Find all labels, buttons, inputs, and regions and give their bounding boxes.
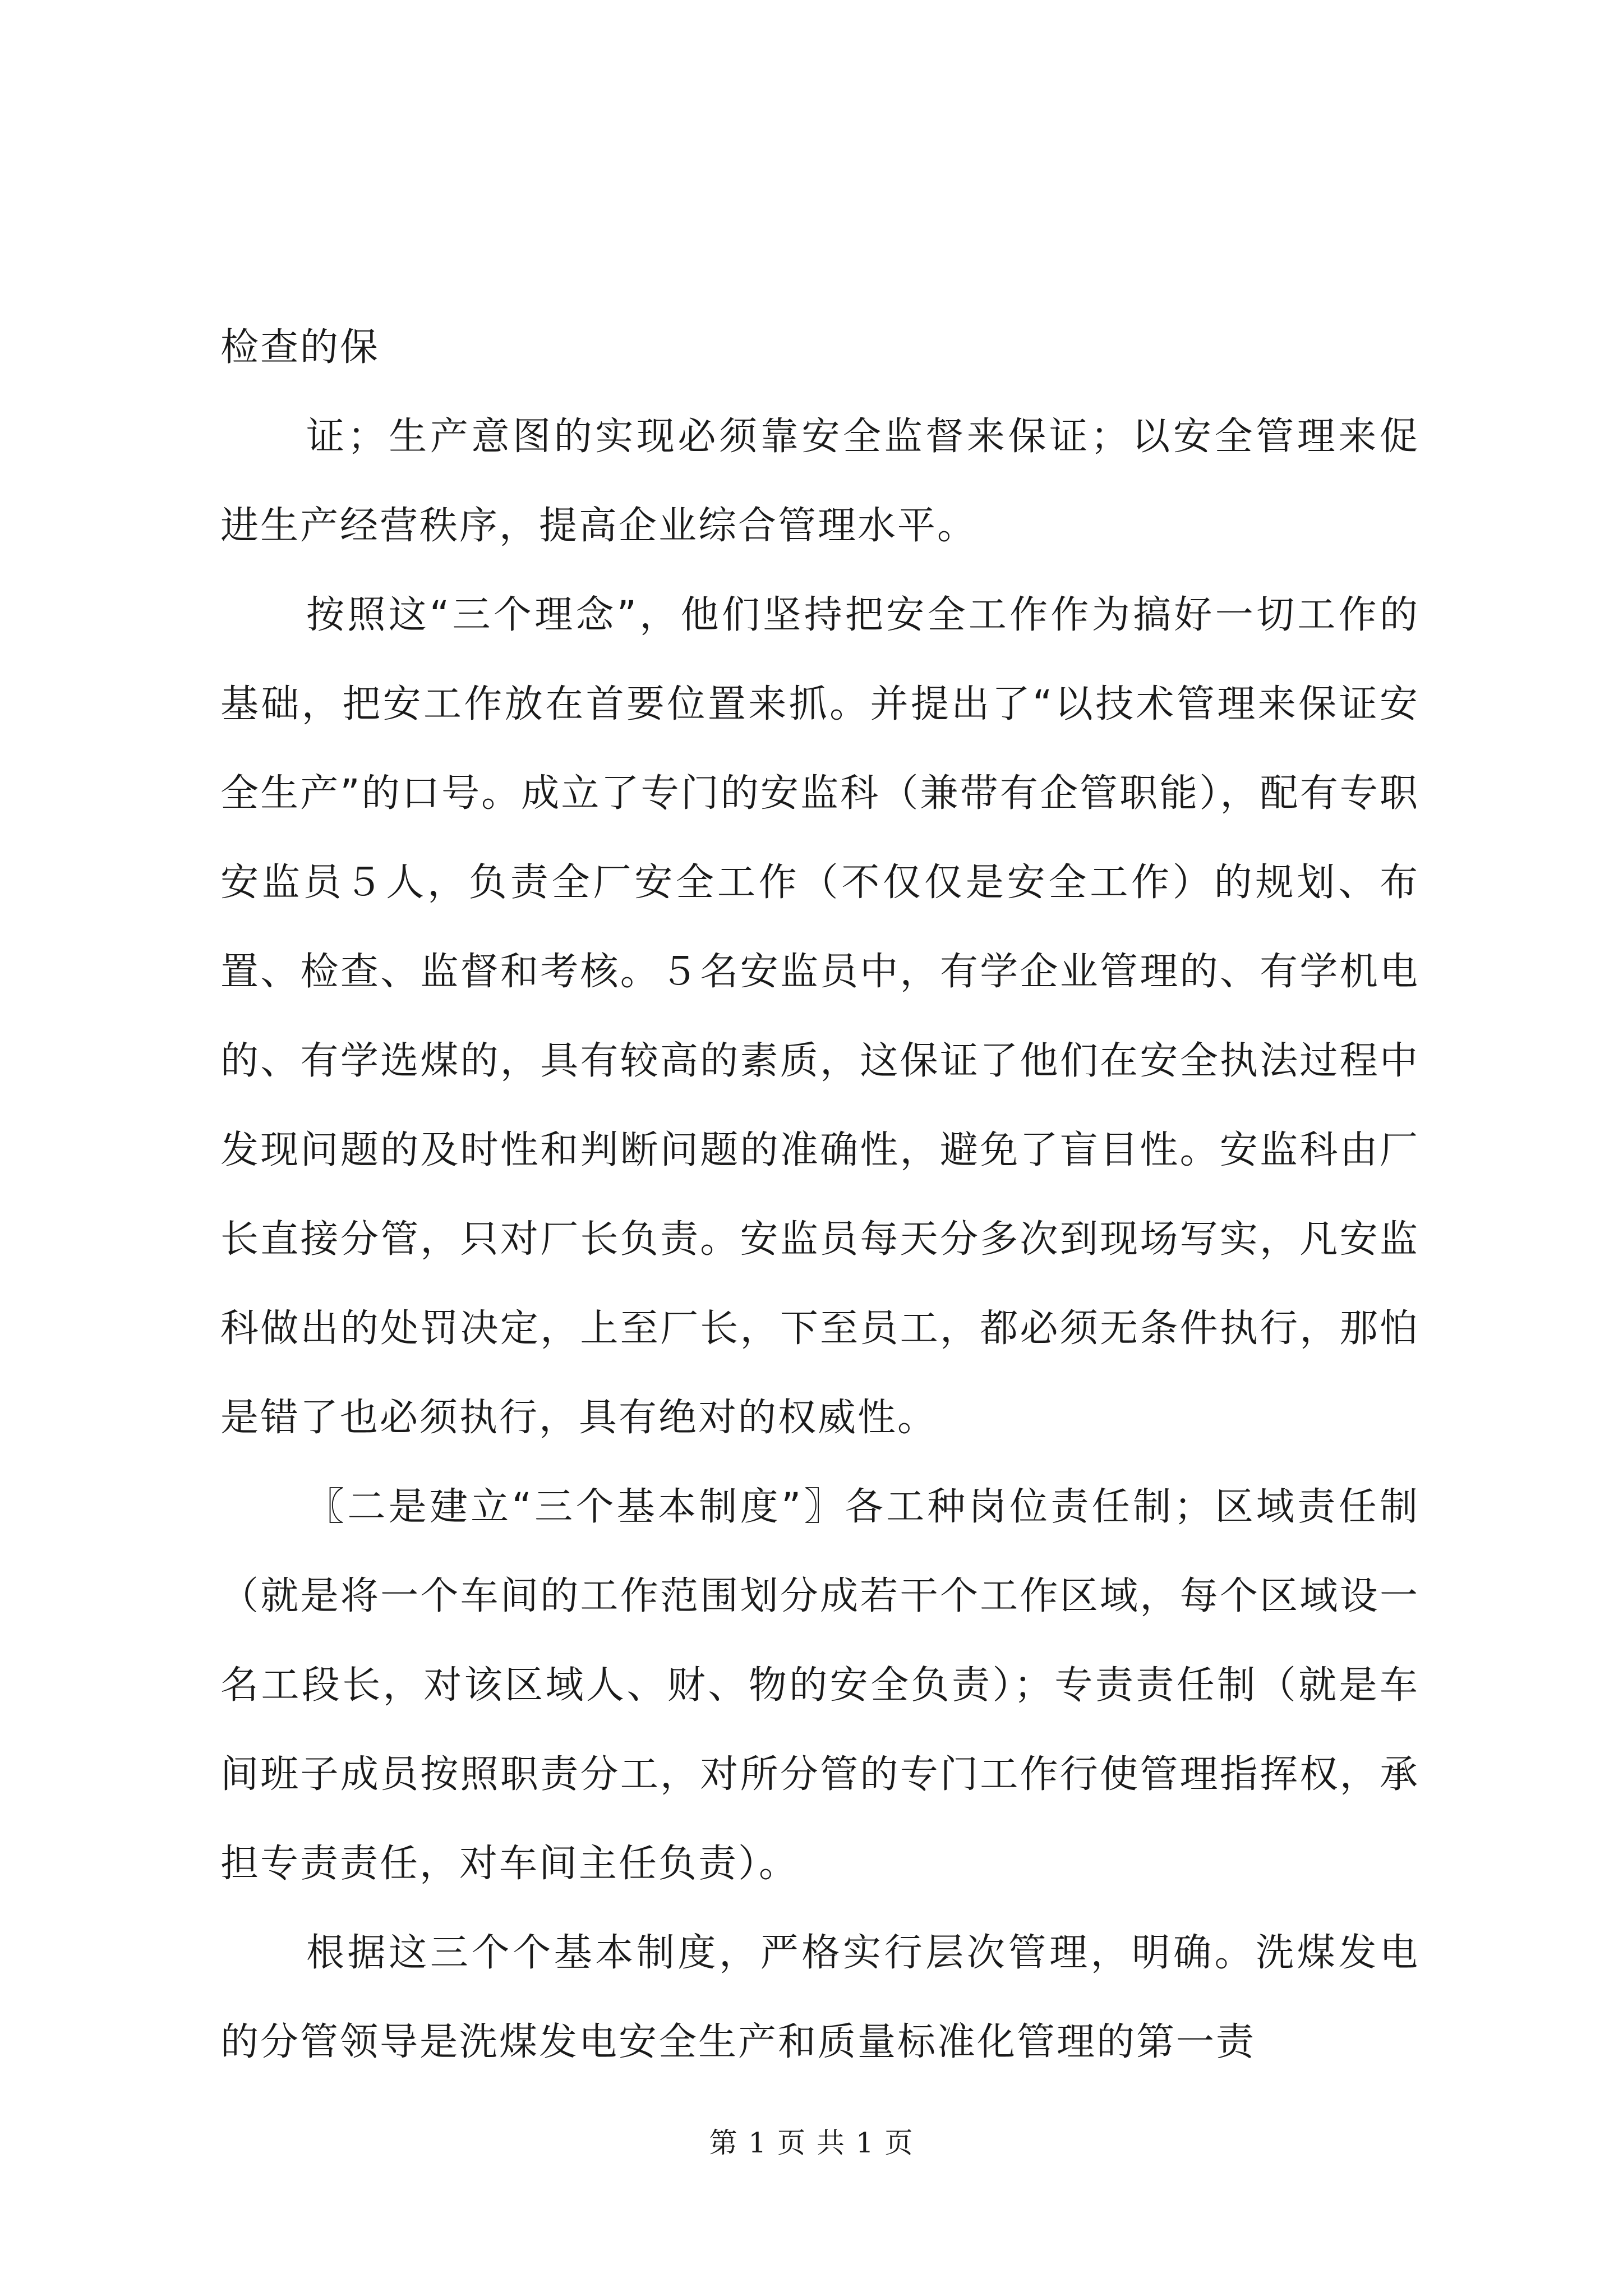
document-body: [220, 303, 1419, 2087]
paragraph-three-basic-systems: 〖二是建立“三个基本制度”〗各工种岗位责任制；区域责任制（就是将一个车间的工作范围划分成若干个工作区域，每个区域设一名工段长，对该区域人、财、物的安全负责）；专责责任制（就是车间班子成员按照职责分工，对所分管的专门工作行使管理指挥权，承担专责责任，对车间主任负责）。: [220, 1485, 1419, 1886]
paragraph-hierarchical-management: 根据这三个个基本制度，严格实行层次管理，明确。洗煤发电的分管领导是洗煤发电安全生产和质量标准化管理的第一责: [220, 1931, 1419, 2064]
paragraph-three-concepts: 按照这“三个理念”，他们坚持把安全工作作为搞好一切工作的基础，把安工作放在首要位置来抓。并提出了“以技术管理来保证安全生产”的口号。成立了专门的安监科（兼带有企管职能），配有专职安监员５人，负责全厂安全工作（不仅仅是安全工作）的规划、布置、检查、监督和考核。５名安监员中，有学企业管理的、有学机电的、有学选煤的，具有较高的素质，这保证了他们在安全执法过程中发现问题的及时性和判断问题的准确性，避免了盲目性。安监科由厂长直接分管，只对厂长负责。安监员每天分多次到现场写实，凡安监科做出的处罚决定，上至厂长，下至员工，都必须无条件执行，那怕是错了也必须执行，具有绝对的权威性。: [220, 593, 1419, 1440]
page-number-footer: 第 1 页 共 1 页: [709, 2127, 914, 2159]
paragraph-fragment: 检查的保: [220, 325, 380, 370]
paragraph-safety-supervision: 证；生产意图的实现必须靠安全监督来保证；以安全管理来促进生产经营秩序，提高企业综合管理水平。: [220, 415, 1419, 548]
